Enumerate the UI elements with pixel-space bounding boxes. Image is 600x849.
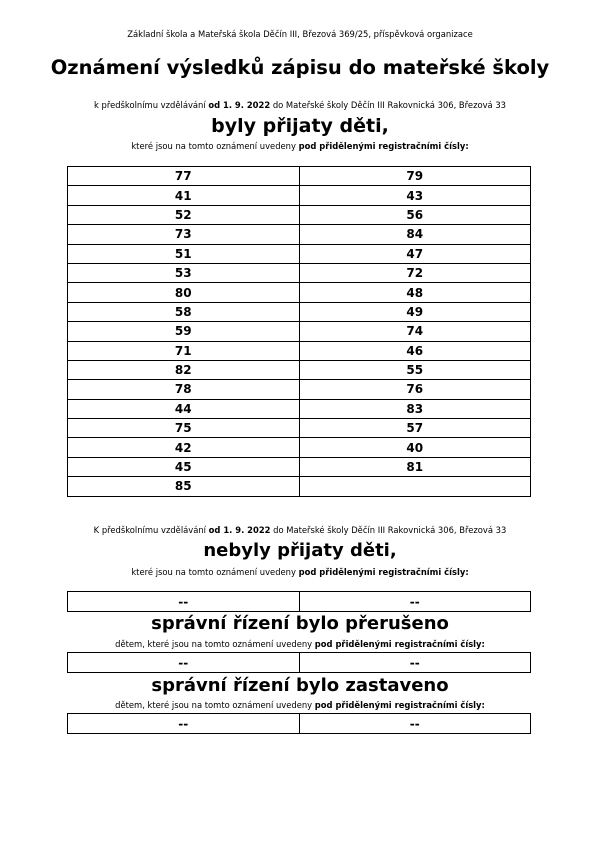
- organization-name: Základní škola a Mateřská škola Děčín III, Březová 369/25, příspěvková organizace: [127, 29, 473, 39]
- table-cell: 85: [68, 477, 300, 496]
- accepted-numbers-body: [68, 167, 531, 497]
- table-cell: 53: [68, 263, 300, 282]
- table-cell: 75: [68, 419, 300, 438]
- table-cell: --: [299, 653, 531, 673]
- paused-note-bold: pod přidělenými registračními čísly:: [314, 639, 485, 649]
- table-row: [68, 263, 531, 282]
- table-cell: 77: [68, 167, 300, 186]
- rejected-heading: nebyly přijaty děti,: [203, 540, 397, 561]
- table-cell: 81: [299, 457, 531, 476]
- accepted-numbers-table: [67, 166, 531, 497]
- table-cell: 43: [299, 186, 531, 205]
- table-row: [68, 322, 531, 341]
- table-cell: --: [68, 714, 300, 734]
- accepted-note-bold: pod přidělenými registračními čísly:: [298, 141, 469, 151]
- stopped-heading: správní řízení bylo zastaveno: [151, 675, 449, 696]
- rejected-numbers-table: [67, 591, 531, 612]
- table-cell: --: [68, 592, 300, 612]
- table-cell: 74: [299, 322, 531, 341]
- table-row: [68, 341, 531, 360]
- stopped-note-prefix: dětem, které jsou na tomto oznámení uvedeny: [115, 700, 315, 710]
- table-row: [68, 186, 531, 205]
- table-cell: 44: [68, 399, 300, 418]
- table-row: [68, 167, 531, 186]
- paused-note: [0, 639, 600, 649]
- table-cell: 46: [299, 341, 531, 360]
- table-row: [68, 419, 531, 438]
- accepted-intro: [0, 100, 600, 110]
- table-cell: 45: [68, 457, 300, 476]
- table-cell: 52: [68, 205, 300, 224]
- table-row: [68, 244, 531, 263]
- stopped-note-bold: pod přidělenými registračními čísly:: [314, 700, 485, 710]
- accepted-note-prefix: které jsou na tomto oznámení uvedeny: [131, 141, 299, 151]
- accepted-intro-prefix: k předškolnímu vzdělávání: [93, 100, 209, 110]
- rejected-intro: [0, 525, 600, 535]
- table-cell: 41: [68, 186, 300, 205]
- table-cell: 80: [68, 283, 300, 302]
- paused-numbers-table: [67, 652, 531, 673]
- table-row: [68, 477, 531, 496]
- table-row: [68, 438, 531, 457]
- rejected-intro-suffix: do Mateřské školy Děčín III Rakovnická 306, Březová 33: [270, 525, 507, 535]
- table-row: [68, 205, 531, 224]
- table-cell: 51: [68, 244, 300, 263]
- table-cell: 83: [299, 399, 531, 418]
- paused-heading: správní řízení bylo přerušeno: [151, 613, 449, 634]
- stopped-note: [0, 700, 600, 710]
- table-cell: 58: [68, 302, 300, 321]
- stopped-numbers-table: [67, 713, 531, 734]
- table-cell: 55: [299, 360, 531, 379]
- table-cell: 40: [299, 438, 531, 457]
- accepted-intro-date: od 1. 9. 2022: [208, 100, 271, 110]
- paused-note-prefix: dětem, které jsou na tomto oznámení uvedeny: [115, 639, 315, 649]
- rejected-note-bold: pod přidělenými registračními čísly:: [298, 567, 469, 577]
- table-row: [68, 360, 531, 379]
- table-cell: 76: [299, 380, 531, 399]
- table-row: [68, 653, 531, 673]
- table-cell: --: [68, 653, 300, 673]
- table-cell: --: [299, 714, 531, 734]
- table-cell: 82: [68, 360, 300, 379]
- page-title: Oznámení výsledků zápisu do mateřské školy: [50, 56, 550, 79]
- table-row: [68, 283, 531, 302]
- table-cell: 79: [299, 167, 531, 186]
- table-cell: 73: [68, 225, 300, 244]
- table-cell: 42: [68, 438, 300, 457]
- table-row: [68, 714, 531, 734]
- table-cell: 49: [299, 302, 531, 321]
- table-cell: 59: [68, 322, 300, 341]
- table-cell: 72: [299, 263, 531, 282]
- rejected-intro-date: od 1. 9. 2022: [208, 525, 271, 535]
- accepted-note: [0, 141, 600, 151]
- table-row: [68, 225, 531, 244]
- table-cell: 57: [299, 419, 531, 438]
- rejected-intro-prefix: K předškolnímu vzdělávání: [93, 525, 209, 535]
- table-cell: 84: [299, 225, 531, 244]
- table-cell: [299, 477, 531, 496]
- table-row: [68, 302, 531, 321]
- table-cell: --: [299, 592, 531, 612]
- table-cell: 47: [299, 244, 531, 263]
- table-row: [68, 380, 531, 399]
- table-row: [68, 592, 531, 612]
- table-row: [68, 399, 531, 418]
- table-cell: 48: [299, 283, 531, 302]
- table-row: [68, 457, 531, 476]
- table-cell: 78: [68, 380, 300, 399]
- accepted-heading: byly přijaty děti,: [211, 115, 389, 137]
- rejected-note: [0, 567, 600, 577]
- rejected-note-prefix: které jsou na tomto oznámení uvedeny: [131, 567, 299, 577]
- accepted-intro-suffix: do Mateřské školy Děčín III Rakovnická 306, Březová 33: [270, 100, 506, 110]
- table-cell: 56: [299, 205, 531, 224]
- table-cell: 71: [68, 341, 300, 360]
